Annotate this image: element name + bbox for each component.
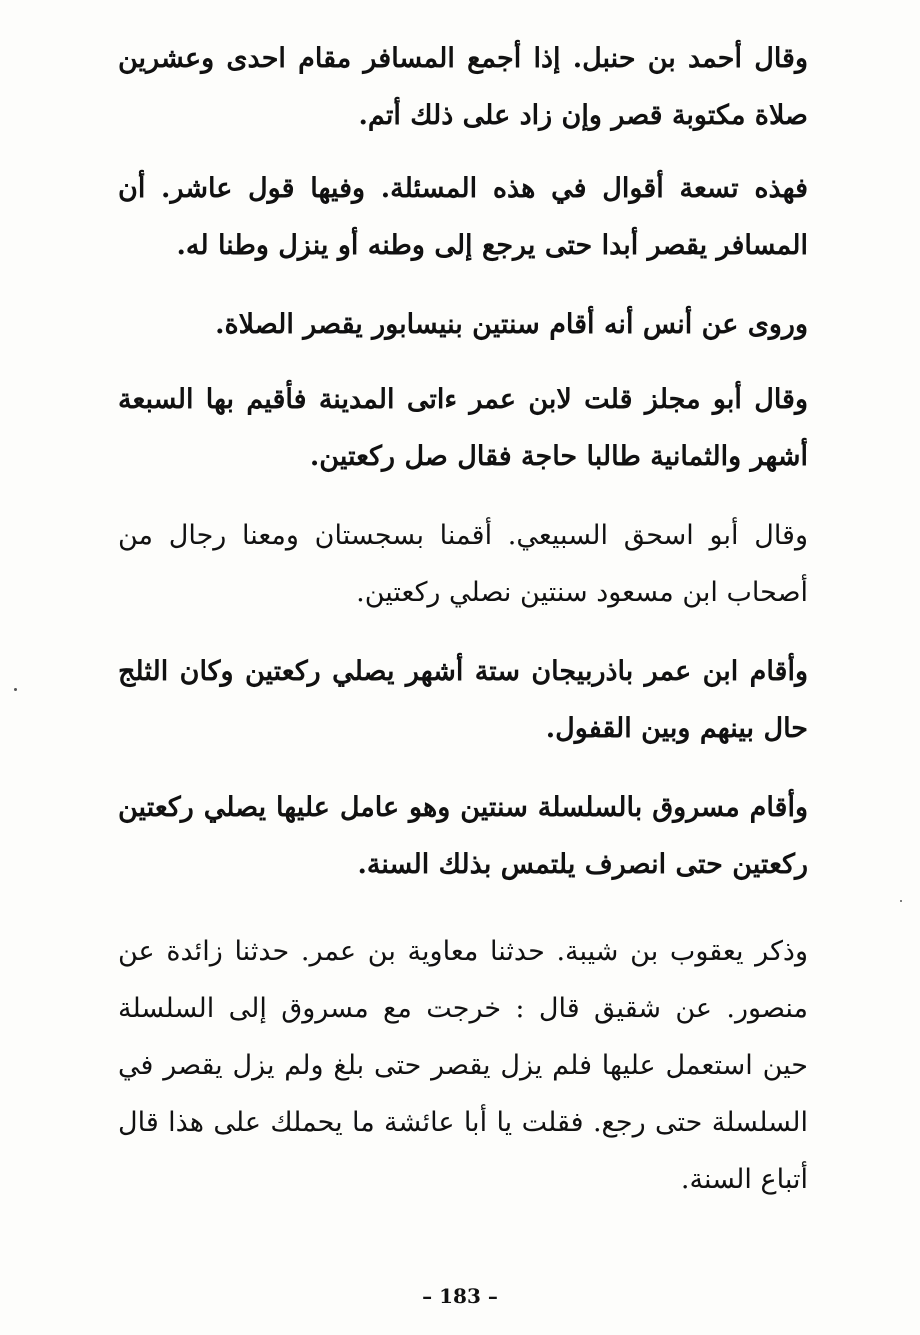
- page-number: – 183 –: [422, 1284, 498, 1308]
- paragraph-yaqub-ibn-shayba: وذكر يعقوب بن شيبة. حدثنا معاوية بن عمر. حدثنا زائدة عن منصور. عن شقيق قال : خرجت مع مسروق إلى السلسلة حين استعمل عليها فلم يزل يقصر حتى بلغ ولم يزل يقصر في السلسلة حتى رجع. فقلت يا أبا عائشة ما يحملك على هذا قال أتباع السنة.: [118, 936, 808, 1195]
- paragraph-nine-opinions: فهذه تسعة أقوال في هذه المسئلة. وفيها قول عاشر. أن المسافر يقصر أبدا حتى يرجع إلى وطنه أو ينزل وطنا له.: [118, 173, 808, 261]
- paragraph-ibn-umar-azerbaijan: وأقام ابن عمر باذربيجان ستة أشهر يصلي ركعتين وكان الثلج حال بينهم وبين القفول.: [118, 656, 808, 744]
- paragraph-masruq-silsila: وأقام مسروق بالسلسلة سنتين وهو عامل عليها يصلي ركعتين ركعتين حتى انصرف يلتمس بذلك السنة.: [118, 792, 808, 880]
- scan-speck: [14, 688, 17, 691]
- body-text: [118, 30, 808, 1230]
- scan-speck: [900, 900, 902, 902]
- paragraph-abu-ishaq: وقال أبو اسحق السبيعي. أقمنا بسجستان ومعنا رجال من أصحاب ابن مسعود سنتين نصلي ركعتين.: [118, 520, 808, 608]
- paragraph-abu-mijlaz: وقال أبو مجلز قلت لابن عمر ءاتى المدينة فأقيم بها السبعة أشهر والثمانية طالبا حاجة فقال صل ركعتين.: [118, 384, 808, 472]
- paragraph-ahmad-ibn-hanbal: وقال أحمد بن حنبل. إذا أجمع المسافر مقام احدى وعشرين صلاة مكتوبة قصر وإن زاد على ذلك أتم.: [118, 43, 808, 131]
- paragraph-anas-nishapur: وروى عن أنس أنه أقام سنتين بنيسابور يقصر الصلاة.: [215, 309, 808, 340]
